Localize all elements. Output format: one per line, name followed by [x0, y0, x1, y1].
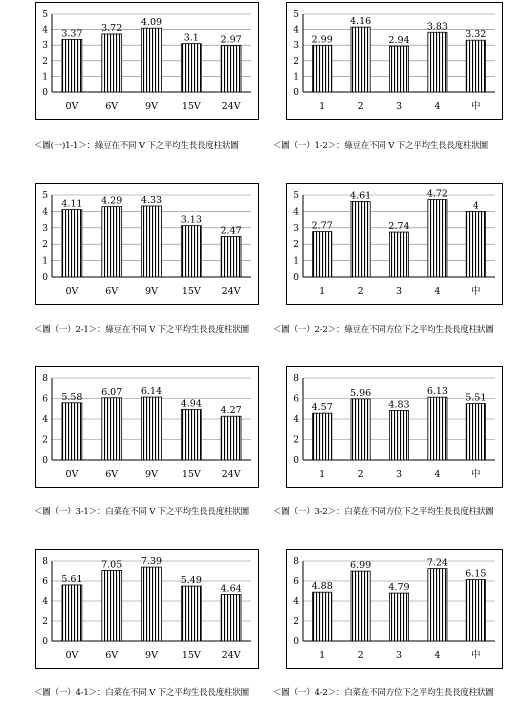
- y-tick-label: 2: [42, 617, 48, 627]
- data-label: 3.32: [465, 29, 487, 41]
- y-tick-label: 4: [293, 25, 299, 36]
- x-tick-label: 中: [471, 101, 481, 112]
- chart-caption-4-1: ＜圖（一）4-1＞：白菜在不同 V 下之平均生長長度柱狀圖: [34, 688, 249, 698]
- x-tick-label: 3: [395, 650, 403, 661]
- bar: [62, 210, 82, 277]
- bar: [142, 567, 162, 641]
- data-label: 6.13: [426, 386, 448, 398]
- y-tick-label: 0: [42, 273, 48, 283]
- y-tick-label: 0: [42, 637, 48, 647]
- y-tick-label: 2: [293, 617, 299, 627]
- y-tick-label: 8: [42, 374, 48, 384]
- bar: [351, 399, 370, 460]
- bar: [466, 211, 485, 277]
- bar: [466, 40, 485, 92]
- x-tick-label: 15V: [181, 469, 201, 480]
- bar: [62, 585, 82, 641]
- data-label: 3.83: [426, 21, 448, 33]
- bar-chart-3-1: [35, 366, 259, 488]
- data-label: 4.83: [388, 399, 410, 411]
- chart-panel-4-1: [35, 549, 259, 669]
- data-label: 4.79: [388, 582, 410, 594]
- y-tick-label: 0: [293, 273, 299, 283]
- data-label: 4.16: [350, 16, 372, 28]
- y-tick-label: 0: [42, 88, 48, 98]
- x-tick-label: 中: [471, 469, 481, 480]
- x-tick-label: 4: [434, 101, 441, 112]
- y-tick-label: 4: [42, 597, 48, 607]
- y-tick-label: 5: [293, 191, 299, 201]
- y-tick-label: 4: [293, 415, 299, 425]
- bar: [313, 592, 332, 641]
- data-label: 7.05: [101, 559, 123, 571]
- data-label: 5.51: [465, 392, 487, 404]
- y-tick-label: 8: [293, 374, 299, 384]
- x-tick-label: 6V: [105, 286, 119, 297]
- chart-caption-2-1: ＜圖（一）2-1＞：綠豆在不同 V 下之平均生長長度柱狀圖: [34, 325, 249, 335]
- chart-caption-1-2: ＜圖（一）1-2＞：綠豆在不同 V 下之平均生長長度柱狀圖: [273, 141, 488, 151]
- data-label: 2.77: [311, 220, 333, 232]
- x-tick-label: 6V: [105, 469, 119, 480]
- data-label: 5.58: [61, 391, 83, 403]
- bar-chart-4-2: [286, 549, 503, 669]
- bar: [62, 39, 82, 92]
- bar: [389, 232, 408, 277]
- x-tick-label: 3: [395, 101, 403, 112]
- bar: [428, 397, 447, 460]
- bar-chart-2-2: [286, 183, 503, 305]
- x-tick-label: 4: [434, 650, 441, 661]
- bar: [102, 207, 122, 277]
- data-label: 3.1: [183, 32, 199, 44]
- x-tick-label: 3: [395, 286, 403, 297]
- data-label: 3.37: [61, 28, 83, 40]
- bar-chart-1-2: [286, 2, 503, 120]
- chart-caption-3-1: ＜圖（一）3-1＞：白菜在不同 V 下之平均生長長度柱狀圖: [34, 507, 249, 517]
- bar: [313, 45, 332, 92]
- bar: [221, 595, 241, 641]
- bar: [142, 206, 162, 277]
- chart-caption-4-2: ＜圖（一）4-2＞：白菜在不同方位下之平均生長長度柱狀圖: [273, 688, 494, 698]
- x-tick-label: 9V: [145, 286, 158, 297]
- x-tick-label: 4: [434, 286, 441, 297]
- x-tick-label: 0V: [65, 101, 79, 112]
- bar-chart-2-1: [35, 183, 259, 305]
- x-tick-label: 1: [319, 286, 326, 297]
- bar: [313, 232, 332, 277]
- x-tick-label: 2: [357, 469, 364, 480]
- x-tick-label: 1: [319, 101, 326, 112]
- bar: [102, 571, 122, 642]
- data-label: 7.24: [426, 557, 448, 569]
- bar: [181, 586, 201, 641]
- y-tick-label: 0: [293, 88, 299, 98]
- bar-chart-4-1: [35, 549, 259, 669]
- data-label: 4.94: [180, 398, 202, 410]
- x-tick-label: 2: [357, 101, 364, 112]
- data-label: 5.49: [180, 575, 202, 587]
- y-tick-label: 4: [42, 207, 48, 218]
- bar: [181, 409, 201, 460]
- chart-panel-2-1: [35, 183, 259, 305]
- x-tick-label: 9V: [145, 101, 158, 112]
- chart-panel-3-2: [286, 366, 503, 488]
- data-label: 4.64: [220, 583, 242, 595]
- bar: [62, 403, 82, 460]
- data-label: 5.61: [61, 573, 83, 585]
- bar: [221, 46, 241, 92]
- y-tick-label: 3: [42, 223, 48, 234]
- y-tick-label: 6: [293, 394, 299, 405]
- x-tick-label: 中: [471, 650, 481, 661]
- y-tick-label: 0: [293, 637, 299, 647]
- y-tick-label: 2: [42, 240, 48, 251]
- bar: [313, 413, 332, 460]
- y-tick-label: 4: [293, 207, 299, 218]
- data-label: 4.61: [350, 190, 372, 202]
- chart-caption-2-2: ＜圖（一）2-2＞：綠豆在不同方位下之平均生長長度柱狀圖: [273, 325, 494, 335]
- chart-panel-1-2: [286, 2, 503, 120]
- data-label: 6.07: [101, 386, 123, 398]
- data-label: 4.27: [220, 405, 242, 417]
- x-tick-label: 24V: [221, 286, 241, 297]
- bar-chart-3-2: [286, 366, 503, 488]
- x-tick-label: 2: [357, 650, 364, 661]
- y-tick-label: 2: [42, 435, 48, 446]
- data-label: 4.33: [140, 194, 163, 206]
- data-label: 4.29: [101, 195, 123, 207]
- y-tick-label: 3: [293, 223, 299, 234]
- bar: [466, 580, 485, 642]
- data-label: 2.99: [311, 34, 333, 46]
- x-tick-label: 3: [395, 469, 403, 480]
- x-tick-label: 1: [319, 650, 326, 661]
- y-tick-label: 2: [42, 56, 48, 67]
- y-tick-label: 0: [293, 456, 299, 466]
- data-label: 6.14: [140, 386, 163, 398]
- x-tick-label: 0V: [65, 286, 79, 297]
- y-tick-label: 2: [293, 240, 299, 251]
- bar: [389, 46, 408, 92]
- bar: [428, 569, 447, 641]
- bar: [221, 416, 241, 460]
- y-tick-label: 1: [42, 72, 48, 83]
- data-label: 2.94: [388, 35, 410, 47]
- x-tick-label: 15V: [181, 101, 201, 112]
- bar: [428, 32, 447, 92]
- bar: [389, 593, 408, 641]
- y-tick-label: 5: [42, 191, 48, 201]
- y-tick-label: 2: [293, 56, 299, 67]
- x-tick-label: 24V: [221, 101, 241, 112]
- bar: [181, 44, 201, 92]
- x-tick-label: 24V: [221, 650, 241, 661]
- y-tick-label: 0: [42, 456, 48, 466]
- y-tick-label: 1: [293, 256, 299, 267]
- y-tick-label: 8: [42, 557, 48, 567]
- x-tick-label: 4: [434, 469, 441, 480]
- bar-chart-1-1: [35, 2, 259, 120]
- bar: [466, 404, 485, 460]
- data-label: 6.99: [350, 560, 372, 572]
- y-tick-label: 4: [42, 25, 48, 36]
- bar: [351, 571, 370, 641]
- x-tick-label: 2: [357, 286, 364, 297]
- chart-panel-4-2: [286, 549, 503, 669]
- x-tick-label: 6V: [105, 101, 119, 112]
- x-tick-label: 9V: [145, 469, 158, 480]
- bar: [351, 27, 370, 92]
- bar: [221, 236, 241, 277]
- y-tick-label: 6: [293, 577, 299, 587]
- x-tick-label: 0V: [65, 469, 79, 480]
- data-label: 4: [472, 200, 479, 212]
- y-tick-label: 6: [42, 394, 48, 405]
- x-tick-label: 0V: [65, 650, 79, 661]
- y-tick-label: 1: [293, 72, 299, 83]
- bar: [428, 200, 447, 277]
- x-tick-label: 6V: [105, 650, 119, 661]
- x-tick-label: 15V: [181, 650, 201, 661]
- y-tick-label: 4: [293, 597, 299, 607]
- bar: [102, 398, 122, 460]
- bar: [181, 226, 201, 277]
- data-label: 2.74: [388, 221, 410, 233]
- y-tick-label: 3: [293, 41, 299, 52]
- data-label: 6.15: [465, 568, 487, 580]
- x-tick-label: 中: [471, 286, 481, 297]
- x-tick-label: 9V: [145, 650, 158, 661]
- data-label: 4.72: [426, 188, 448, 200]
- y-tick-label: 8: [293, 557, 299, 567]
- data-label: 2.97: [220, 34, 242, 46]
- bar: [389, 410, 408, 460]
- data-label: 5.96: [350, 387, 372, 399]
- bar: [142, 28, 162, 92]
- data-label: 7.39: [140, 556, 163, 568]
- chart-panel-1-1: [35, 2, 259, 120]
- y-tick-label: 3: [42, 41, 48, 52]
- data-label: 4.09: [140, 17, 163, 29]
- bar: [142, 397, 162, 460]
- data-label: 4.88: [311, 581, 333, 593]
- y-tick-label: 2: [293, 435, 299, 446]
- y-tick-label: 5: [42, 10, 48, 20]
- data-label: 2.47: [220, 225, 242, 237]
- chart-caption-1-1: ＜圖(一)1-1＞：綠豆在不同 V 下之平均生長長度柱狀圖: [34, 141, 239, 151]
- x-tick-label: 15V: [181, 286, 201, 297]
- chart-caption-3-2: ＜圖（一）3-2＞：白菜在不同方位下之平均生長長度柱狀圖: [273, 507, 494, 517]
- data-label: 4.11: [61, 198, 83, 210]
- chart-panel-2-2: [286, 183, 503, 305]
- y-tick-label: 4: [42, 415, 48, 425]
- chart-panel-3-1: [35, 366, 259, 488]
- data-label: 3.72: [101, 22, 123, 34]
- data-label: 3.13: [180, 214, 202, 226]
- y-tick-label: 1: [42, 256, 48, 267]
- x-tick-label: 1: [319, 469, 326, 480]
- bar: [351, 201, 370, 277]
- bar: [102, 34, 122, 92]
- data-label: 4.57: [311, 402, 333, 414]
- y-tick-label: 6: [42, 577, 48, 587]
- x-tick-label: 24V: [221, 469, 241, 480]
- y-tick-label: 5: [293, 10, 299, 20]
